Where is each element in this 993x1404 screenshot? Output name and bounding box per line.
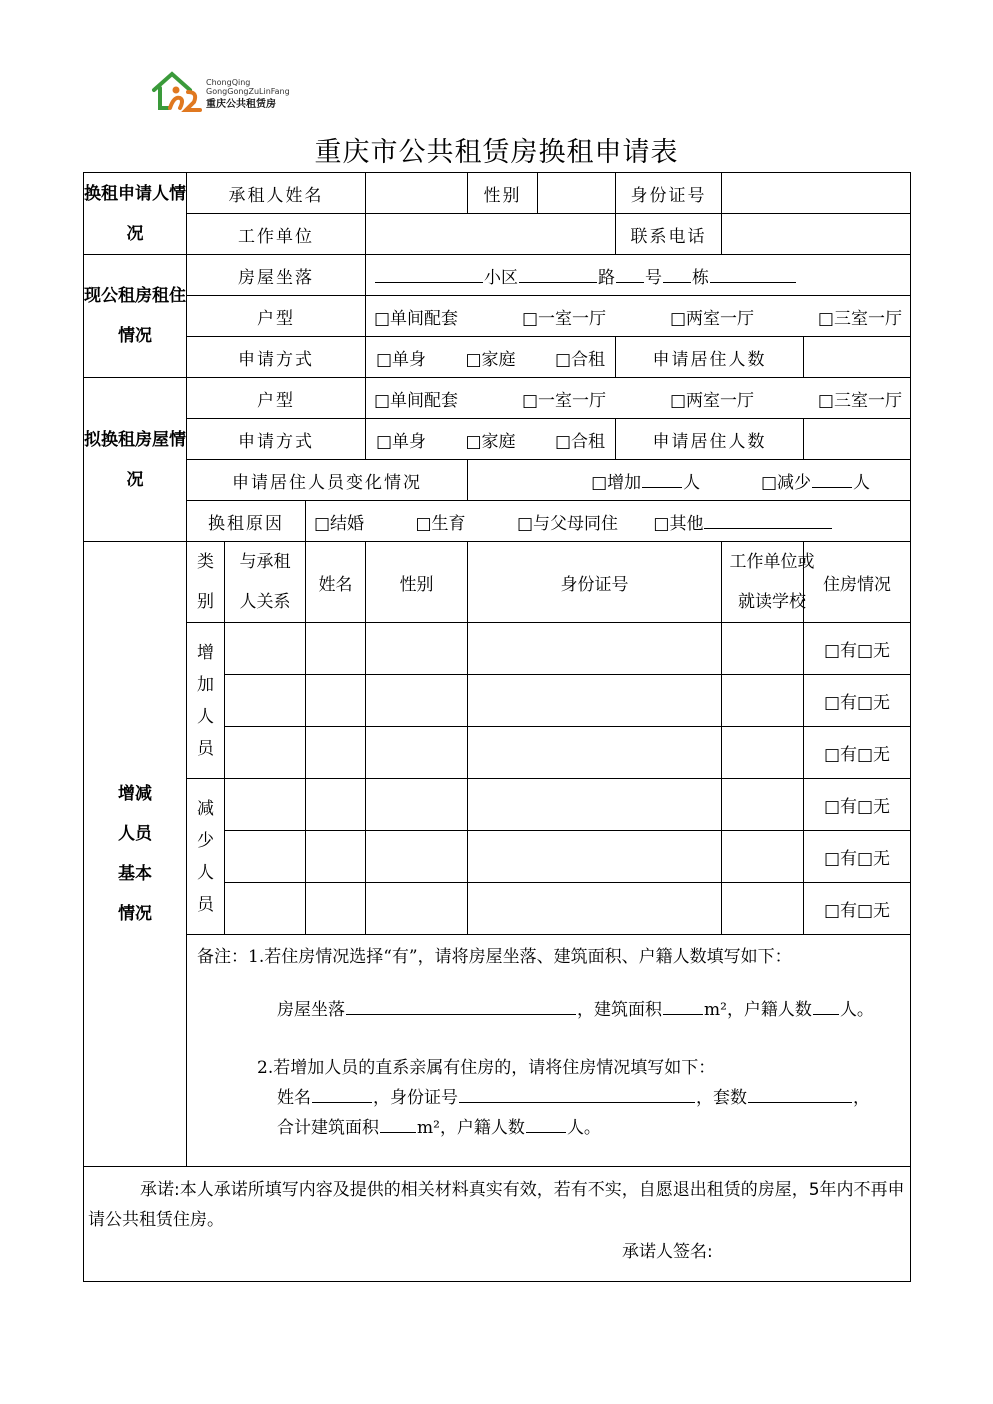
housing-options[interactable]: □有□无: [804, 623, 911, 675]
current-section-label: 现公租房租住情况: [84, 255, 187, 378]
current-type-label: 户型: [187, 296, 366, 337]
current-type-2b1l[interactable]: □两室一厅: [669, 308, 754, 329]
member-id-header: 身份证号: [468, 542, 722, 623]
proposed-residents-label: 申请居住人数: [616, 419, 804, 460]
id-number-label: 身份证号: [616, 173, 722, 214]
note-total-line: 合计建筑面积 m²，户籍人数 人。: [277, 1118, 601, 1138]
id-number-field[interactable]: [722, 173, 911, 214]
current-residents-field[interactable]: [804, 337, 911, 378]
note-line2: 2.若增加人员的直系亲属有住房的，请将住房情况填写如下：: [257, 1058, 716, 1078]
phone-label: 联系电话: [616, 214, 722, 255]
member-cell[interactable]: [722, 883, 804, 935]
proposed-section-label: 拟换租房屋情况: [84, 378, 187, 542]
member-cell[interactable]: [468, 883, 722, 935]
member-cell[interactable]: [366, 779, 468, 831]
member-cell[interactable]: [366, 727, 468, 779]
housing-header: 住房情况: [804, 542, 911, 623]
notes-section: [187, 935, 911, 1167]
employer-label: 工作单位: [187, 214, 366, 255]
resident-change-field: [468, 460, 911, 501]
member-cell[interactable]: [722, 727, 804, 779]
member-cell[interactable]: [468, 675, 722, 727]
current-type-3b1l[interactable]: □三室一厅: [817, 308, 902, 329]
reason-label: 换租原因: [187, 501, 306, 542]
tenant-name-label: 承租人姓名: [187, 173, 366, 214]
proposed-type-2b1l[interactable]: □两室一厅: [669, 390, 754, 411]
member-cell[interactable]: [468, 623, 722, 675]
resident-change-label: 申请居住人员变化情况: [187, 460, 468, 501]
current-method-single[interactable]: □单身: [376, 349, 427, 370]
note-line1: 备注：1.若住房情况选择“有”，请将房屋坐落、建筑面积、户籍人数填写如下：: [197, 947, 792, 967]
increase-checkbox[interactable]: □增加: [591, 472, 642, 493]
member-cell[interactable]: [468, 727, 722, 779]
proposed-type-label: 户型: [187, 378, 366, 419]
member-cell[interactable]: [225, 623, 306, 675]
member-cell[interactable]: [722, 623, 804, 675]
current-type-1b1l[interactable]: □一室一厅: [521, 308, 607, 329]
member-cell[interactable]: [225, 883, 306, 935]
member-cell[interactable]: [306, 623, 366, 675]
member-cell[interactable]: [366, 675, 468, 727]
member-cell[interactable]: [306, 727, 366, 779]
proposed-method-label: 申请方式: [187, 419, 366, 460]
name-header: 姓名: [306, 542, 366, 623]
members-section-label: 增减人员基本情况: [84, 542, 187, 1167]
employer-field[interactable]: [366, 214, 616, 255]
member-cell[interactable]: [468, 831, 722, 883]
proposed-type-options: [366, 378, 911, 419]
reason-other[interactable]: □其他: [653, 513, 704, 534]
proposed-type-3b1l[interactable]: □三室一厅: [817, 390, 902, 411]
decrease-checkbox[interactable]: □减少: [760, 472, 811, 493]
proposed-type-single[interactable]: □单间配套: [374, 390, 459, 411]
member-cell[interactable]: [366, 831, 468, 883]
current-location-label: 房屋坐落: [187, 255, 366, 296]
pledge-text: 承诺:本人承诺所填写内容及提供的相关材料真实有效，若有不实，自愿退出租赁的房屋，5年内不再申请公共租赁住房。: [88, 1180, 905, 1230]
note-housing-line: 房屋坐落 ，建筑面积 m²，户籍人数 人。: [277, 1000, 874, 1020]
pledge-signature-label: 承诺人签名:: [622, 1242, 713, 1262]
proposed-type-1b1l[interactable]: □一室一厅: [521, 390, 607, 411]
house-logo-icon: [150, 70, 204, 114]
member-cell[interactable]: [468, 779, 722, 831]
employer-school-header: 工作单位或就读学校: [722, 542, 804, 623]
application-form: [83, 172, 911, 1282]
current-method-family[interactable]: □家庭: [465, 349, 516, 370]
current-type-options: [366, 296, 911, 337]
member-cell[interactable]: [306, 779, 366, 831]
member-cell[interactable]: [306, 883, 366, 935]
proposed-method-shared[interactable]: □合租: [554, 431, 605, 452]
member-cell[interactable]: [722, 675, 804, 727]
form-title: 重庆市公共租赁房换租申请表: [314, 137, 679, 168]
increase-unit: 人: [683, 472, 701, 493]
member-cell[interactable]: [225, 779, 306, 831]
relation-header: 与承租人关系: [225, 542, 306, 623]
reason-birth[interactable]: □生育: [415, 513, 466, 534]
current-method-label: 申请方式: [187, 337, 366, 378]
current-method-options: [366, 337, 616, 378]
member-cell[interactable]: [722, 831, 804, 883]
member-gender-header: 性别: [366, 542, 468, 623]
logo-line2: GongGongZuLinFang: [206, 87, 290, 96]
proposed-method-single[interactable]: □单身: [376, 431, 427, 452]
member-cell[interactable]: [225, 675, 306, 727]
member-cell[interactable]: [366, 623, 468, 675]
member-cell[interactable]: [306, 831, 366, 883]
current-residents-label: 申请居住人数: [616, 337, 804, 378]
member-cell[interactable]: [722, 779, 804, 831]
member-cell[interactable]: [366, 883, 468, 935]
housing-options[interactable]: □有□无: [804, 883, 911, 935]
member-cell[interactable]: [225, 727, 306, 779]
decrease-unit: 人: [853, 472, 870, 493]
decrease-members-label: 减少人员: [187, 779, 225, 935]
current-type-single[interactable]: □单间配套: [374, 308, 459, 329]
gender-field[interactable]: [538, 173, 616, 214]
member-cell[interactable]: [225, 831, 306, 883]
housing-options[interactable]: □有□无: [804, 831, 911, 883]
reason-marriage[interactable]: □结婚: [314, 513, 365, 534]
logo-line3: 重庆公共租赁房: [206, 99, 276, 110]
housing-options[interactable]: □有□无: [804, 779, 911, 831]
category-header: 类别: [187, 542, 225, 623]
current-method-shared[interactable]: □合租: [554, 349, 605, 370]
proposed-method-options: [366, 419, 616, 460]
addr-road: 路: [598, 267, 615, 288]
addr-building: 栋: [692, 267, 709, 288]
addr-number: 号: [645, 267, 662, 288]
member-cell[interactable]: [306, 675, 366, 727]
housing-options[interactable]: □有□无: [804, 727, 911, 779]
note-relative-line: 姓名 ，身份证号 ，套数 ，: [277, 1088, 870, 1108]
increase-members-label: 增加人员: [187, 623, 225, 779]
logo: [150, 70, 300, 114]
proposed-method-family[interactable]: □家庭: [465, 431, 516, 452]
reason-options: [306, 501, 911, 542]
phone-field[interactable]: [722, 214, 911, 255]
gender-label: 性别: [468, 173, 538, 214]
pledge-section: [84, 1167, 911, 1282]
tenant-name-field[interactable]: [366, 173, 468, 214]
current-address-field[interactable]: [366, 255, 911, 296]
applicant-section-label: 换租申请人情况: [84, 173, 187, 255]
logo-line1: ChongQing: [206, 78, 251, 87]
addr-district: 小区: [484, 267, 518, 288]
housing-options[interactable]: □有□无: [804, 675, 911, 727]
reason-parents[interactable]: □与父母同住: [516, 513, 618, 534]
proposed-residents-field[interactable]: [804, 419, 911, 460]
